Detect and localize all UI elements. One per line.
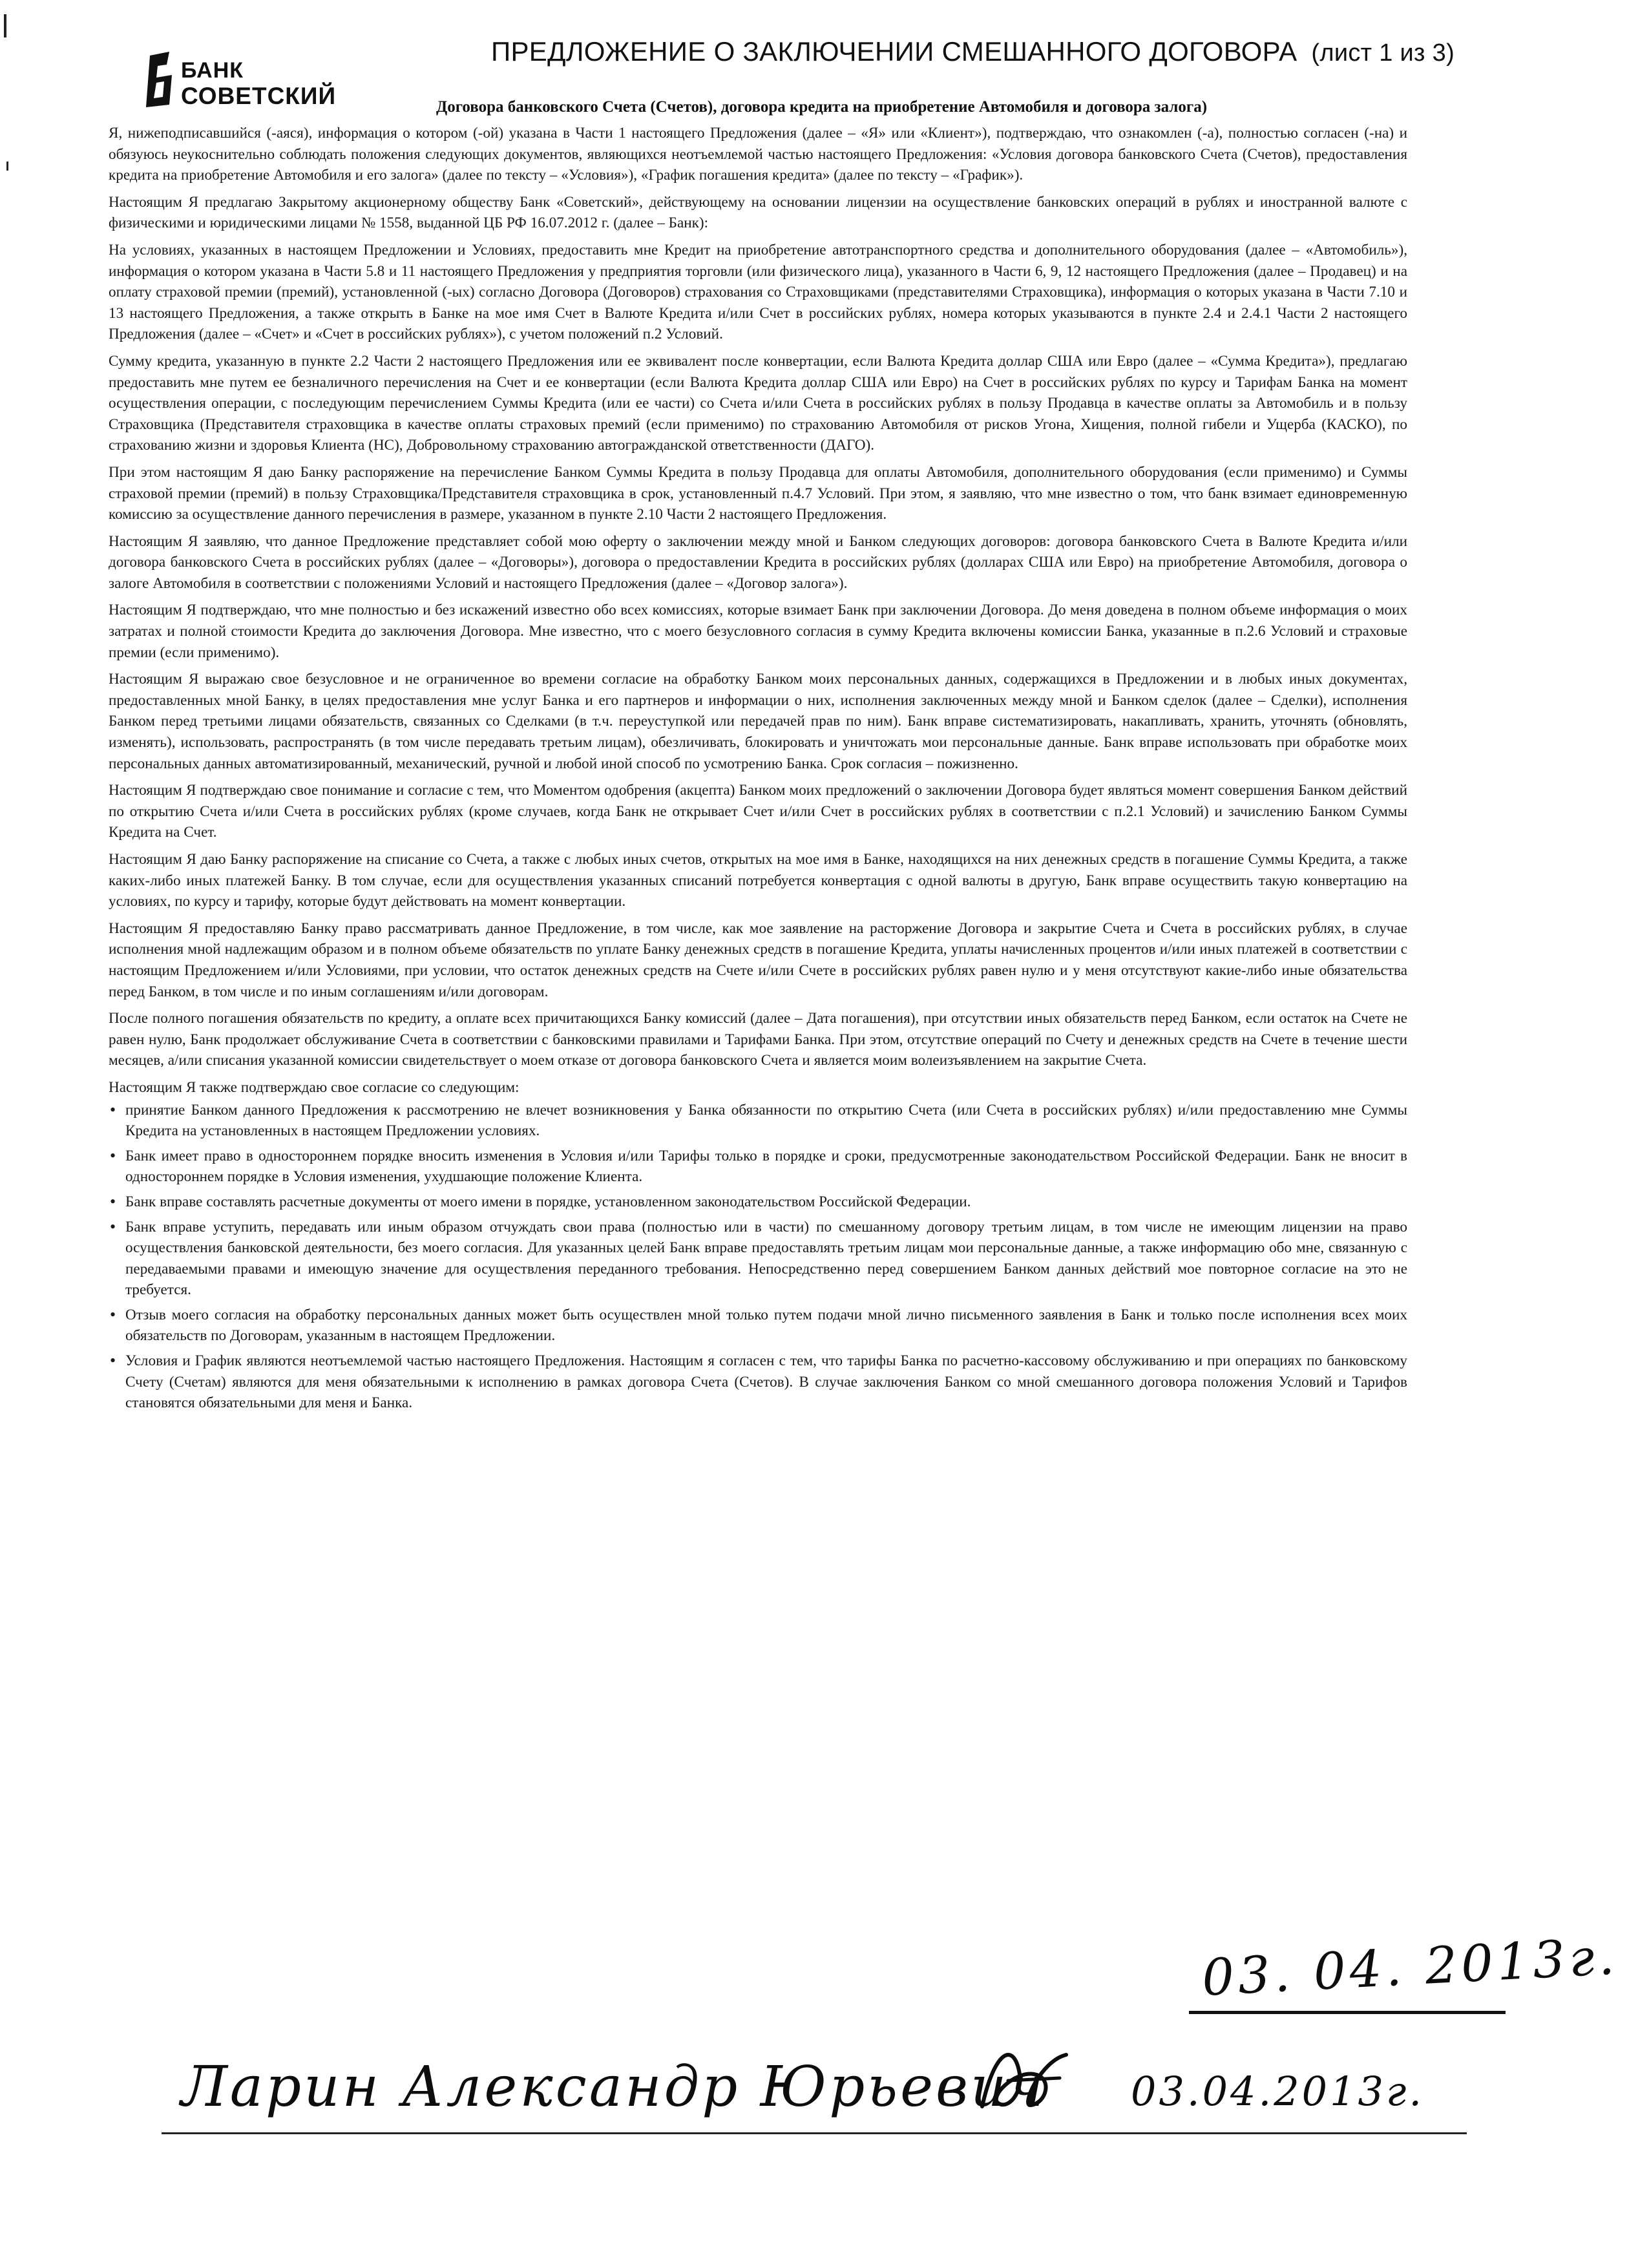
scan-speck <box>6 162 8 171</box>
paragraph: Настоящим Я предлагаю Закрытому акционерному обществу Банк «Советский», действующему на основании лицензии на осуществление банковских операций в рублях и иностранной валюте с физическими и юридическими лицами № 1558, выданной ЦБ РФ 16.07.2012 г. (далее – Банк): <box>109 193 1407 232</box>
handwritten-date-top: 03. 04. 2013г. <box>1201 1927 1620 2008</box>
paragraph: Настоящим Я даю Банку распоряжение на списание со Счета, а также с любых иных счетов, открытых на мое имя в Банке, находящихся на них денежных средств в погашение Суммы Кредита, а также каких-либо иных платежей Банку. В том случае, если для осуществления указанных списаний потребуется конвертация с одной валюты в другую, Банк вправе осуществить такую конвертацию на условиях, по курсу и тарифу, которые будут действовать на момент конвертации. <box>109 851 1407 910</box>
list-intro: Настоящим Я также подтверждаю свое согласие со следующим: <box>109 1078 520 1096</box>
list-item: • Банк имеет право в одностороннем порядке вносить изменения в Условия и/или Тарифы только в порядке и сроки, предусмотренные законодательством Российской Федерации. Банк не вносит в одностороннем порядке в Условия изменения, ухудшающие положение Клиента. <box>109 1146 1407 1188</box>
signature-line <box>162 2132 1467 2134</box>
list-item: • Отзыв моего согласия на обработку персональных данных может быть осуществлен мной только путем подачи мной лично письменного заявления в Банк и только после исполнения всех моих обязательств по Договорам, указанным в настоящем Предложении. <box>109 1305 1407 1347</box>
bank-name-line1: БАНК <box>181 58 244 83</box>
paragraph: Настоящим Я подтверждаю, что мне полностью и без искажений известно обо всех комиссиях, которые взимает Банк при заключении Договора. До меня доведена в полном объеме информация о моих затратах и полной стоимости Кредита до заключения Договора. Мне известно, что с моего безусловного согласия в сумму Кредита включены комиссии Банка, указанные в п.2.6 Условий и страховые премии (если применимо). <box>109 602 1407 661</box>
paragraph: На условиях, указанных в настоящем Предложении и Условиях, предоставить мне Кредит на приобретение автотранспортного средства и дополнительного оборудования (далее – «Автомобиль»), информация о котором указана в Части 5.8 и 11 настоящего Предложения у предприятия торговли (или физического лица), указанного в Части 6, 9, 12 настоящего Предложения (далее – Продавец) и на оплату страховой премии (премий), установленной (-ых) согласно Договора (Договоров) страхования со Страховщиками (представителями Страховщика), информация о которых указана в Части 7.10 и 13 настоящего Предложения, а также открыть в Банке на мое имя Счет в Валюте Кредита и/или Счет в российских рублях, номера которых указываются в пункте 2.4 и 2.4.1 Части 2 настоящего Предложения (далее – «Счет» и «Счет в российских рублях»), с учетом положений п.2 Условий. <box>109 241 1407 343</box>
paragraph: Настоящим Я подтверждаю свое понимание и согласие с тем, что Моментом одобрения (акцепта) Банком моих предложений о заключении Договора будет являться момент совершения Банком действий по открытию Счета и/или Счета в российских рублях (кроме случаев, когда Банк не открывает Счет и/или Счет в российских рублях в соответствии с п.2.1 Условий) и зачислению Банком Суммы Кредита на Счет. <box>109 782 1407 841</box>
list-item: • Банк вправе составлять расчетные документы от моего имени в порядке, установленном законодательством Российской Федерации. <box>109 1192 1407 1213</box>
bank-logo <box>143 44 337 115</box>
paragraph: При этом настоящим Я даю Банку распоряжение на перечисление Банком Суммы Кредита в пользу Продавца для оплаты Автомобиля, дополнительного оборудования (если применимо) и Суммы страховой премии (премий) в пользу Страховщика/Представителя страховщика в срок, установленный п.4.7 Условий. При этом, я заявляю, что мне известно о том, что банк взимает единовременную комиссию за осуществление данного перечисления в размере, указанном в пункте 2.10 Части 2 настоящего Предложения. <box>109 463 1407 523</box>
document-title-text: ПРЕДЛОЖЕНИЕ О ЗАКЛЮЧЕНИИ СМЕШАННОГО ДОГОВОРА <box>491 36 1297 67</box>
list-item: • Условия и График являются неотъемлемой частью настоящего Предложения. Настоящим я согласен с тем, что тарифы Банка по расчетно-кассовому обслуживанию и при операциях по банковскому Счету (Счетам) являются для меня обязательными к исполнению в рамках договора Счета (Счетов). В случае заключения Банком со мной смешанного договора положения Условий и Тарифов становятся обязательными для меня и Банка. <box>109 1350 1407 1414</box>
bank-logo-icon <box>143 49 180 109</box>
list-item: • Банк вправе уступить, передавать или иным образом отчуждать свои права (полностью или в части) по смешанному договору третьим лицам, в том числе не имеющим лицензии на право осуществления банковской деятельности, без моего согласия. Для указанных целей Банк вправе предоставлять третьим лицам мои персональные данные, а также информацию обо мне, связанную с передаваемыми правами и имеющую значение для осуществления переданного требования. Непосредственно перед совершением Банком данных действий мое повторное согласие на это не требуется. <box>109 1217 1407 1301</box>
paragraph: Настоящим Я предоставляю Банку право рассматривать данное Предложение, в том числе, как мое заявление на расторжение Договора и закрытие Счета и Счета в российских рублях, в случае исполнения мной надлежащим образом и в полном объеме обязательств по уплате Банку денежных средств в погашение Кредита, уплаты начисленных процентов и/или иных платежей в соответствии с настоящим Предложением и/или Условиями, при условии, что остаток денежных средств на Счете и/или Счете в российских рублях равен нулю и у меня отсутствуют какие-либо иные обязательства перед Банком, в том числе и по иным соглашениям и/или договорам. <box>109 919 1407 1000</box>
document-subtitle: Договора банковского Счета (Счетов), договора кредита на приобретение Автомобиля и договора залога) <box>436 98 1208 116</box>
document-body <box>109 123 1407 1418</box>
paragraph: Сумму кредита, указанную в пункте 2.2 Части 2 настоящего Предложения или ее эквивалент после конвертации, если Валюта Кредита доллар США или Евро (далее – «Сумма Кредита»), предлагаю предоставить мне путем ее безналичного перечисления на Счет и ее конвертации (если Валюта Кредита доллар США или Евро) на Счет в российских рублях по курсу и Тарифам Банка на момент осуществления операции, с последующим перечислением Суммы Кредита (или ее части) со Счета и/или Счета в российских рублях в пользу Продавца в качестве оплаты за Автомобиль и в пользу Страховщика (Представителя страховщика в качестве оплаты страховых премий (если применимо) по страхованию Автомобиля от рисков Угона, Хищения, полной гибели и Ущерба (КАСКО), по страхованию жизни и здоровья Клиента (НС), Добровольному страхованию автогражданской ответственности (ДАГО). <box>109 352 1407 454</box>
consent-list <box>109 1100 1407 1414</box>
document-title <box>491 36 1590 67</box>
sheet-number: (лист 1 из 3) <box>1311 39 1455 67</box>
paragraph: Настоящим Я заявляю, что данное Предложение представляет собой мою оферту о заключении между мной и Банком следующих договоров: договора банковского Счета в Валюте Кредита и/или договора банковского Счета в российских рублях (далее – «Договоры»), договора о предоставлении Кредита в российских рублях (долларах США или Евро) на приобретение Автомобиля, договора о залоге Автомобиля в соответствии с положениями Условий и настоящего Предложения (далее – «Договор залога»). <box>109 532 1407 592</box>
date-underline <box>1189 2011 1506 2014</box>
signature-mark-icon <box>969 2035 1079 2119</box>
bank-name-line2: СОВЕТСКИЙ <box>181 83 337 109</box>
paragraph: После полного погашения обязательств по кредиту, а оплате всех причитающихся Банку комиссий (далее – Дата погашения), при отсутствии иных обязательств перед Банком, если остаток на Счете не равен нулю, Банк продолжает обслуживание Счета в соответствии с банковскими правилами и Тарифами Банка. При этом, отсутствие операций по Счету и денежных средств на Счете в течение шести месяцев, а/или списания указанной комиссии свидетельствует о моем отказе от договора банковского Счета и является моим волеизъявлением на закрытие Счета. <box>109 1010 1407 1069</box>
list-item: • принятие Банком данного Предложения к рассмотрению не влечет возникновения у Банка обязанности по открытию Счета (или Счета в российских рублях) и/или предоставлению мне Суммы Кредита на установленных в настоящем Предложении условиях. <box>109 1100 1407 1142</box>
paragraph: Настоящим Я выражаю свое безусловное и не ограниченное во времени согласие на обработку Банком моих персональных данных, содержащихся в Предложении и в любых иных документах, предоставленных мной Банку, в целях предоставления мне услуг Банка и его партнеров и информации о них, исполнения заключенных между мной и Банком сделок (далее – Сделки), исполнения Банком перед третьими лицами обязательств, связанных со Сделками (в т.ч. переуступкой или передачей прав по ним). Банк вправе систематизировать, накапливать, хранить, уточнять (обновлять, изменять), использовать, распространять (в том числе передавать третьим лицам), обезличивать, блокировать и уничтожать мои персональные данные. Банк вправе использовать при обработке моих персональных данных автоматизированный, механический, ручной и любой иной способ по усмотрению Банка. Срок согласия – пожизненно. <box>109 671 1407 772</box>
paragraph: Я, нижеподписавшийся (-аяся), информация о котором (-ой) указана в Части 1 настоящего Предложения (далее – «Я» или «Клиент»), подтверждаю, что ознакомлен (-а), полностью согласен (-на) и обязуюсь неукоснительно соблюдать положения следующих документов, являющихся неотъемлемой частью настоящего Предложения: «Условия договора банковского Счета (Счетов), предоставления кредита на приобретение Автомобиля и его залога» (далее по тексту – «Условия»), «График погашения кредита» (далее по тексту – «График»). <box>109 125 1407 184</box>
handwritten-signer-name: Ларин Александр Юрьевич <box>181 2055 1046 2119</box>
scan-speck <box>4 14 6 37</box>
handwritten-date-bottom: 03.04.2013г. <box>1131 2068 1425 2115</box>
